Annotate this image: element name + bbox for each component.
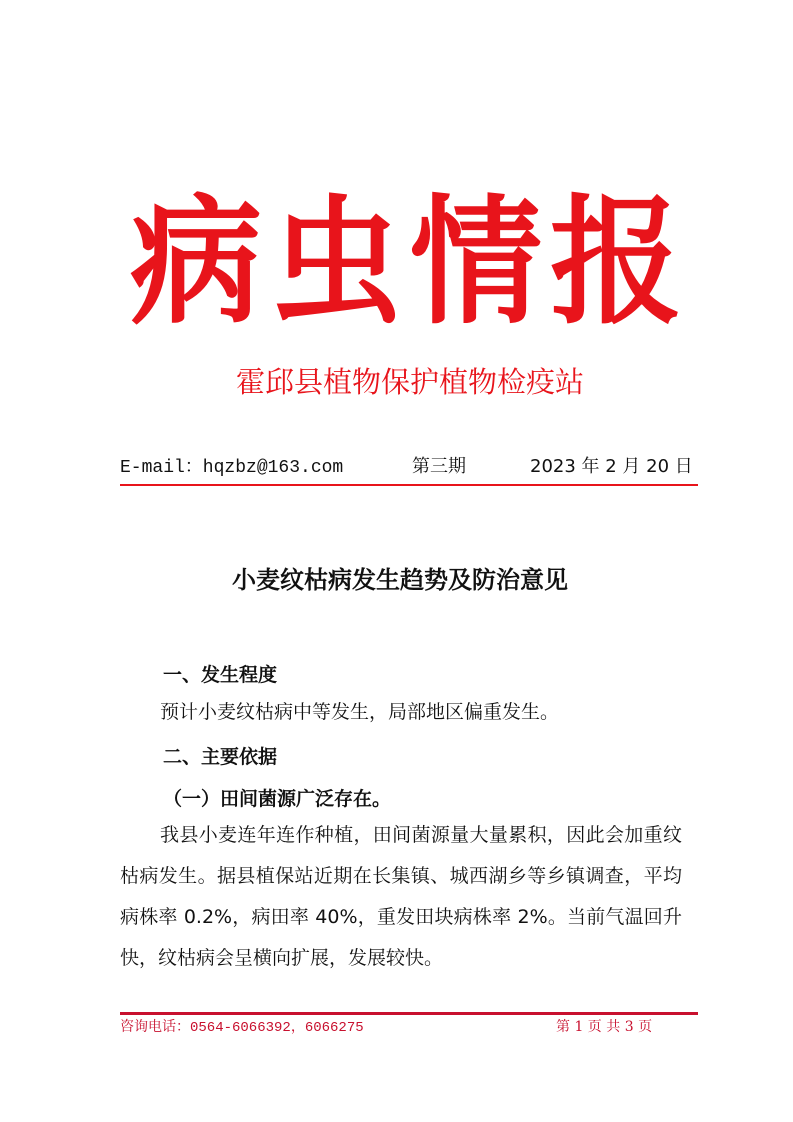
page-number: 第 1 页 共 3 页 xyxy=(556,1019,653,1035)
paragraph: 我县小麦连年连作种植，田间菌源量大量累积，因此会加重纹枯病发生。据县植保站近期在长集镇、城西湖乡等乡镇调查，平均病株率 0.2%，病田率 40%，重发田块病株率 2%。当前气温回升快，纹枯病会呈横向扩展，发展较快。 xyxy=(120,824,682,969)
email: E-mail：hqzbz@163.com xyxy=(120,458,344,478)
section-heading: 一、发生程度 xyxy=(163,664,278,686)
contact-phone: 咨询电话：0564-6066392，6066275 xyxy=(120,1020,364,1036)
article-title: 小麦纹枯病发生趋势及防治意见 xyxy=(232,566,568,594)
section-heading: 二、主要依据 xyxy=(163,746,278,768)
masthead-title: 病虫情报 xyxy=(130,181,690,344)
paragraph: 预计小麦纹枯病中等发生，局部地区偏重发生。 xyxy=(160,701,560,723)
subsection-heading: （一）田间菌源广泛存在。 xyxy=(163,788,392,810)
footer-divider xyxy=(120,1012,698,1015)
organization-name: 霍邱县植物保护植物检疫站 xyxy=(235,365,584,399)
issue-date: 2023 年 2 月 20 日 xyxy=(530,456,693,477)
issue-number: 第三期 xyxy=(412,456,466,477)
header-divider xyxy=(120,484,698,486)
